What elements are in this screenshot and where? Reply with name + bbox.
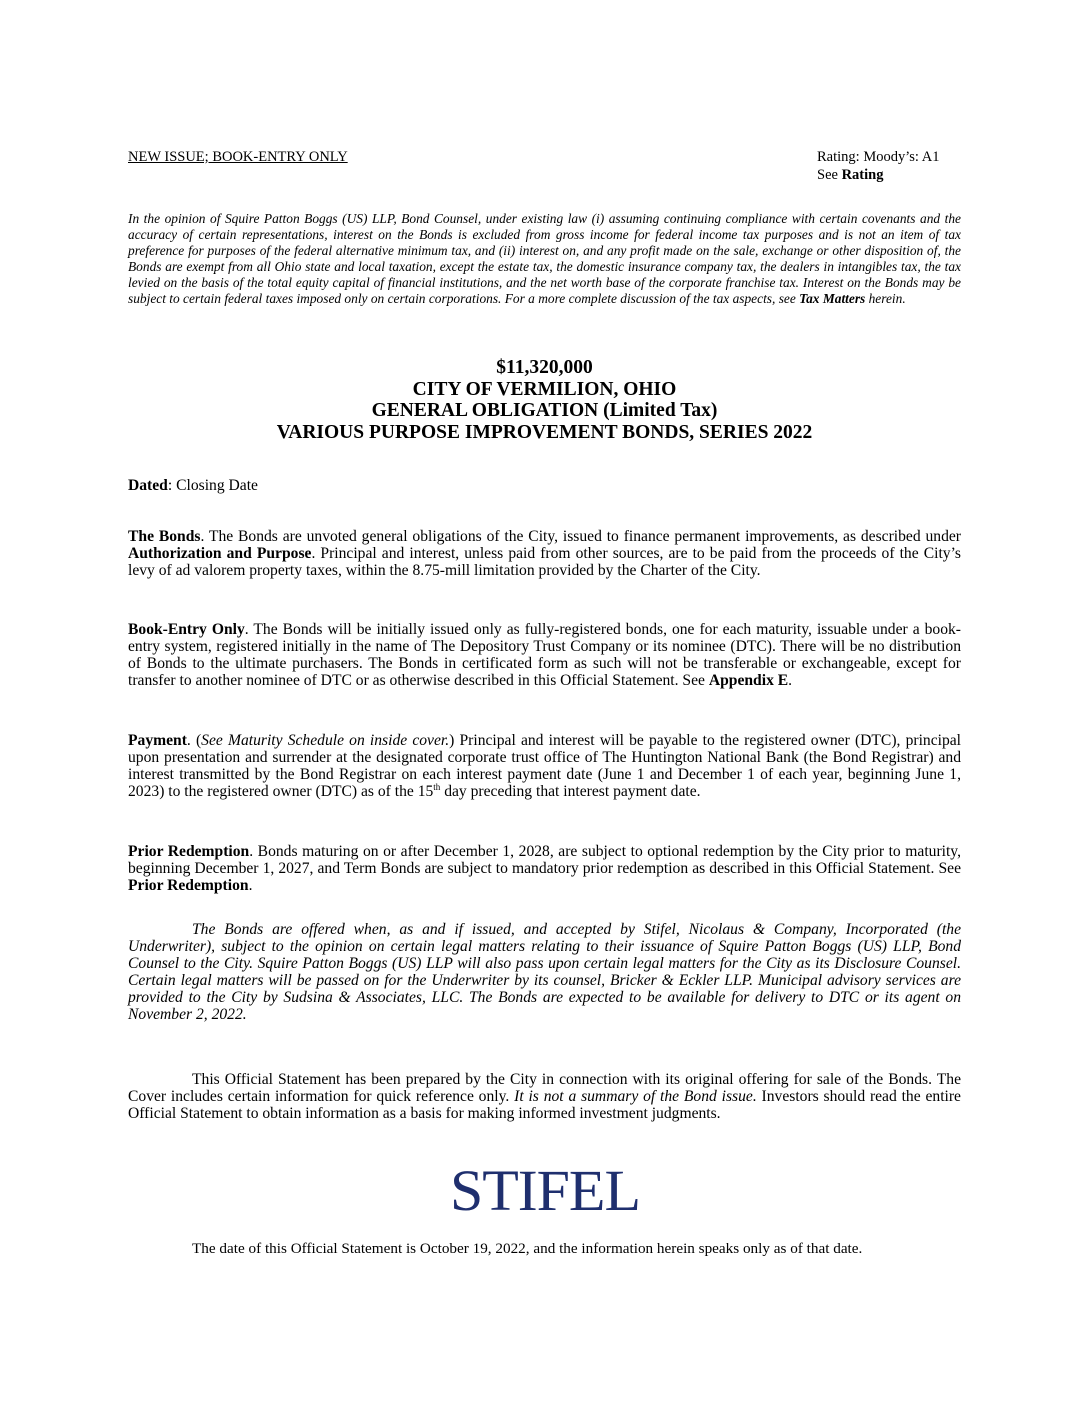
statement-text-1: This Official Statement has been prepared by the City in connection with its original offering for sale of the Bonds. The Cover includes certain information for quick reference only. [128, 1071, 961, 1105]
dated-paragraph [128, 477, 961, 494]
title-line-3: GENERAL OBLIGATION (Limited Tax) [371, 400, 718, 421]
appendix-e-ref: Appendix E [708, 672, 789, 689]
tax-opinion-end: herein. [865, 291, 906, 306]
bond-title-block [128, 357, 961, 443]
payment-paragraph [128, 732, 961, 800]
issuer-name: CITY OF VERMILION, OHIO [412, 378, 677, 400]
offering-paragraph: The Bonds are offered when, as and if issued, and accepted by Stifel, Nicolaus & Company, Incorporated (the Underwriter), subject to the opinion on certain legal matters relating to their issuance of Squire Patton Boggs (US) LLP, Bond Counsel to the City. Squire Patton Boggs (US) LLP will also pass upon certain legal matters for the City as its Disclosure Counsel. Certain legal matters will be passed on for the Underwriter by its counsel, Bricker & Eckler LLP. Municipal advisory services are provided to the City by Sudsina & Associates, LLC. The Bonds are expected to be available for delivery to DTC or its agent on November 2, 2022. [128, 921, 961, 1023]
payment-text-0: . ( [186, 732, 202, 749]
rating-see-ref: Rating [841, 167, 884, 183]
payment-label: Payment [128, 732, 187, 749]
bonds-paragraph [128, 528, 961, 579]
statement-italic: It is not a summary of the Bond issue. [514, 1088, 757, 1105]
ordinal-suffix: th [433, 781, 441, 792]
stifel-logo-mark [445, 1150, 645, 1220]
prior-redemption-paragraph [128, 843, 961, 894]
book-entry-text-1: . The Bonds will be initially issued only as fully-registered bonds, one for each maturity, issuable under a book-entry system, registered initially in the name of The Depository Trust Company or its nominee (DTC). There will be no distribution of Bonds to the ultimate purchasers. The Bonds in certificated form as such will not be transferable or exchangeable, except for transfer to another nominee of DTC or as otherwise described in this Official Statement. See [128, 621, 961, 689]
bond-amount: $11,320,000 [496, 357, 593, 378]
issue-type-label: NEW ISSUE; BOOK-ENTRY ONLY [128, 149, 348, 165]
tax-opinion-text: In the opinion of Squire Patton Boggs (US) LLP, Bond Counsel, under existing law (i) assuming continuing compliance with certain covenants and the accuracy of certain representations, interest on the Bonds is excluded from gross income for federal income tax purposes and is not an item of tax preference for purposes of the federal alternative minimum tax, and (ii) interest on, and any profit made on the sale, exchange or other disposition of, the Bonds are exempt from all Ohio state and local taxation, except the estate tax, the domestic insurance company tax, the dealers in intangibles tax, the tax levied on the basis of the total equity capital of financial institutions, and the net worth base of the corporate franchise tax. Interest on the Bonds may be subject to certain federal taxes imposed only on certain corporations. For a more complete discussion of the tax aspects, see [128, 211, 961, 306]
tax-matters-ref: Tax Matters [799, 291, 866, 306]
prior-redemption-label: Prior Redemption [128, 843, 250, 860]
rating-see-prefix: See [817, 167, 842, 183]
maturity-schedule-note: See Maturity Schedule on inside cover. [201, 732, 450, 749]
rating-line: Rating: Moody’s: A1 [817, 149, 940, 165]
redemption-text-1: . Bonds maturing on or after December 1, 2028, are subject to optional redemption by the City prior to maturity, beginning December 1, 2027, and Term Bonds are subject to mandatory prior redemption as described in this Official Statement. See [128, 843, 961, 877]
prior-redemption-ref: Prior Redemption [128, 877, 249, 894]
stifel-logo-text: STIFEL [449, 1158, 640, 1220]
payment-text-2: day preceding that interest payment date. [440, 783, 701, 800]
bonds-label: The Bonds [128, 528, 201, 545]
book-entry-text-2: . [788, 672, 793, 689]
stifel-logo [128, 1150, 961, 1225]
rating-block [817, 148, 939, 184]
redemption-text-2: . [248, 877, 253, 894]
statement-date-footer: The date of this Official Statement is October 19, 2022, and the information herein speaks only as of that date. [192, 1240, 863, 1257]
bonds-text-2: . Principal and interest, unless paid from other sources, are to be paid from the proceeds of the City’s levy of ad valorem property taxes, within the 8.75-mill limitation provided by the Charter of the City. [128, 545, 961, 579]
dated-value: : Closing Date [167, 477, 258, 494]
bonds-text-1: . The Bonds are unvoted general obligations of the City, issued to finance permanent improvements, as described under [200, 528, 961, 545]
rating-see-line [817, 166, 939, 184]
authorization-ref: Authorization and Purpose [128, 545, 312, 562]
dated-label: Dated [128, 477, 168, 494]
official-statement-paragraph [128, 1071, 961, 1122]
book-entry-paragraph [128, 621, 961, 689]
payment-text-1: ) Principal and interest will be payable to the registered owner (DTC), principal upon presentation and surrender at the designated corporate trust office of The Huntington National Bank (the Bond Registrar) and interest transmitted by the Bond Registrar on each interest payment date (June 1 and December 1 of each year, beginning June 1, 2023) to the registered owner (DTC) as of the 15 [128, 732, 961, 800]
statement-text-2: Investors should read the entire Official Statement to obtain information as a basis for making informed investment judgments. [128, 1088, 961, 1122]
tax-opinion-paragraph [128, 211, 961, 307]
title-line-4: VARIOUS PURPOSE IMPROVEMENT BONDS, SERIES 2022 [276, 421, 813, 443]
book-entry-label: Book-Entry Only [128, 621, 245, 638]
